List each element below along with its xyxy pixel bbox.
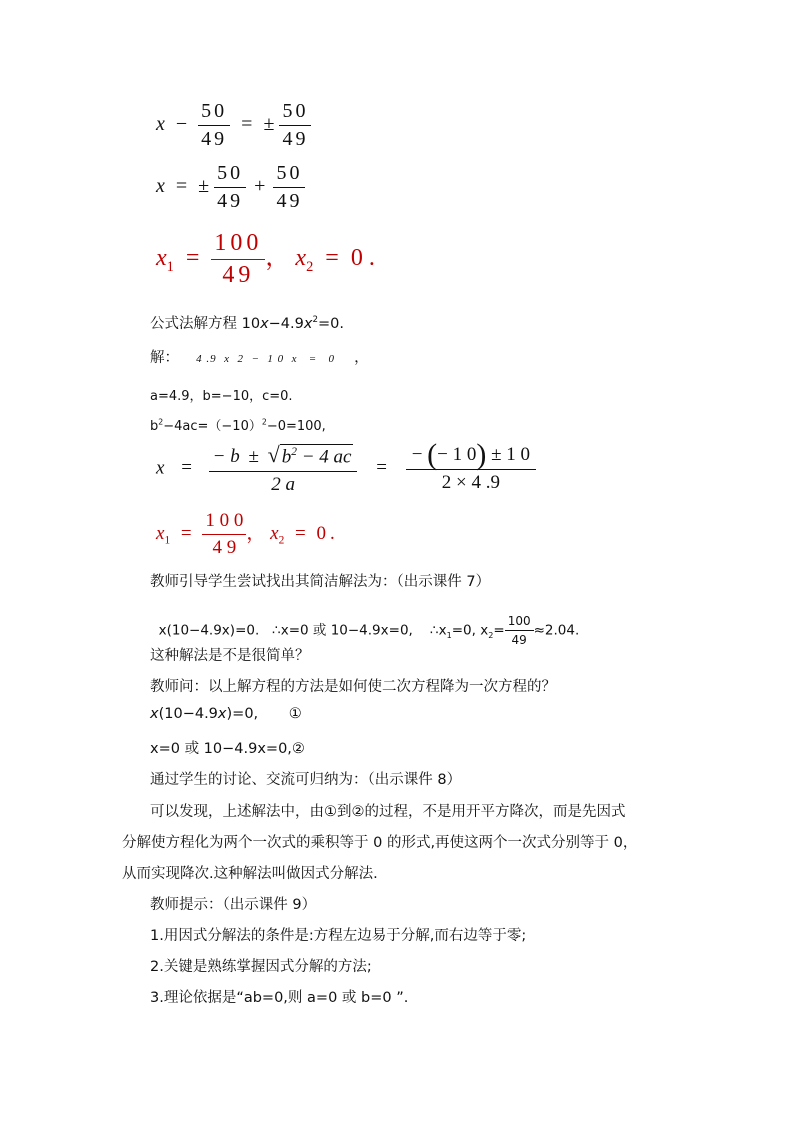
fraction: − b ± √ $b^2 - 4$ ac 2 a bbox=[209, 442, 358, 496]
quadratic-formula: x = − b ± √ $b^2 - 4$ ac 2 a = $\frac{- (- 1 0) \pm 1 0}{2 \times 4 .9}$ bbox=[156, 442, 536, 496]
text-line: 这种解法是不是很简单？ bbox=[150, 648, 310, 664]
equation-2: x = ± $\frac{50}{49}$ + $\frac{50}{49}$ bbox=[156, 162, 305, 213]
text-line: 教师引导学生尝试找出其简洁解法为：（出示课件 7） bbox=[150, 574, 491, 590]
fraction: $\frac{100}{49}$ bbox=[211, 230, 265, 289]
fraction: $\frac{50}{49}$ bbox=[198, 100, 230, 151]
fraction: $\frac{100}{49}$ bbox=[505, 614, 534, 647]
fraction: $\frac{- (- 1 0) \pm 1 0}{2 \times 4 .9}$ bbox=[406, 444, 536, 494]
text-line: a=4.9，b=−10，c=0. bbox=[150, 389, 293, 404]
fraction: $\frac{50}{49}$ bbox=[279, 100, 311, 151]
text-line: 3.理论依据是“ab=0,则 a=0 或 b=0 ”. bbox=[150, 990, 409, 1006]
var-x: x bbox=[156, 113, 165, 136]
equation-1: x − $\frac{50}{49}$ = ± $\frac{50}{49}$ bbox=[156, 100, 311, 151]
text-line: 2.关键是熟练掌握因式分解的方法; bbox=[150, 959, 372, 975]
text-line: 教师问：以上解方程的方法是如何使二次方程降为一次方程的？ bbox=[150, 679, 556, 695]
sqrt: √ $b^2 - 4$ ac bbox=[267, 442, 352, 467]
text-line: x=0 或 10−4.9x=0,② bbox=[150, 741, 305, 757]
solution-line: 解： 4 .9 x 2 − 1 0 x = 0 ， bbox=[150, 350, 369, 366]
solution-red-1: $x_1$ = $\frac{100}{49}$ ， $x_2 = 0$ . bbox=[156, 230, 375, 288]
text-line: x(10−4.9x)=0. ∴x=0 或 10−4.9x=0, $\therefore x_1=0$, $x_2=$ $\frac{100}{49}$ ≈2.04. bbox=[158, 614, 580, 647]
text-line: x(10−4.9x)=0, ① bbox=[150, 706, 302, 722]
text-line: 通过学生的讨论、交流可归纳为：（出示课件 8） bbox=[150, 772, 462, 788]
fraction: $\frac{50}{49}$ bbox=[214, 162, 246, 213]
paragraph-line-3: 从而实现降次.这种解法叫做因式分解法. bbox=[122, 866, 378, 882]
paragraph-line-2: 分解使方程化为两个一次式的乘积等于 0 的形式,再使这两个一次式分别等于 0， bbox=[122, 835, 638, 851]
text-line: 1.用因式分解法的条件是:方程左边易于分解,而右边等于零; bbox=[150, 928, 527, 944]
paragraph-line-1: 可以发现，上述解法中，由①到②的过程，不是用开平方降次，而是先因式 bbox=[150, 804, 626, 820]
solution-red-2: $x_1$ = $\frac{1 0 0}{4 9}$ ， $x_2 = 0$ . bbox=[156, 510, 335, 558]
text-line: $b^2-4ac=(-10)^2-0=100$, bbox=[150, 417, 326, 434]
fraction: $\frac{1 0 0}{4 9}$ bbox=[202, 510, 246, 559]
text-line: 教师提示：（出示课件 9） bbox=[150, 897, 317, 913]
fraction: $\frac{50}{49}$ bbox=[273, 162, 305, 213]
text-line: 公式法解方程 $10x-4.9x^2=0$. bbox=[150, 315, 344, 332]
